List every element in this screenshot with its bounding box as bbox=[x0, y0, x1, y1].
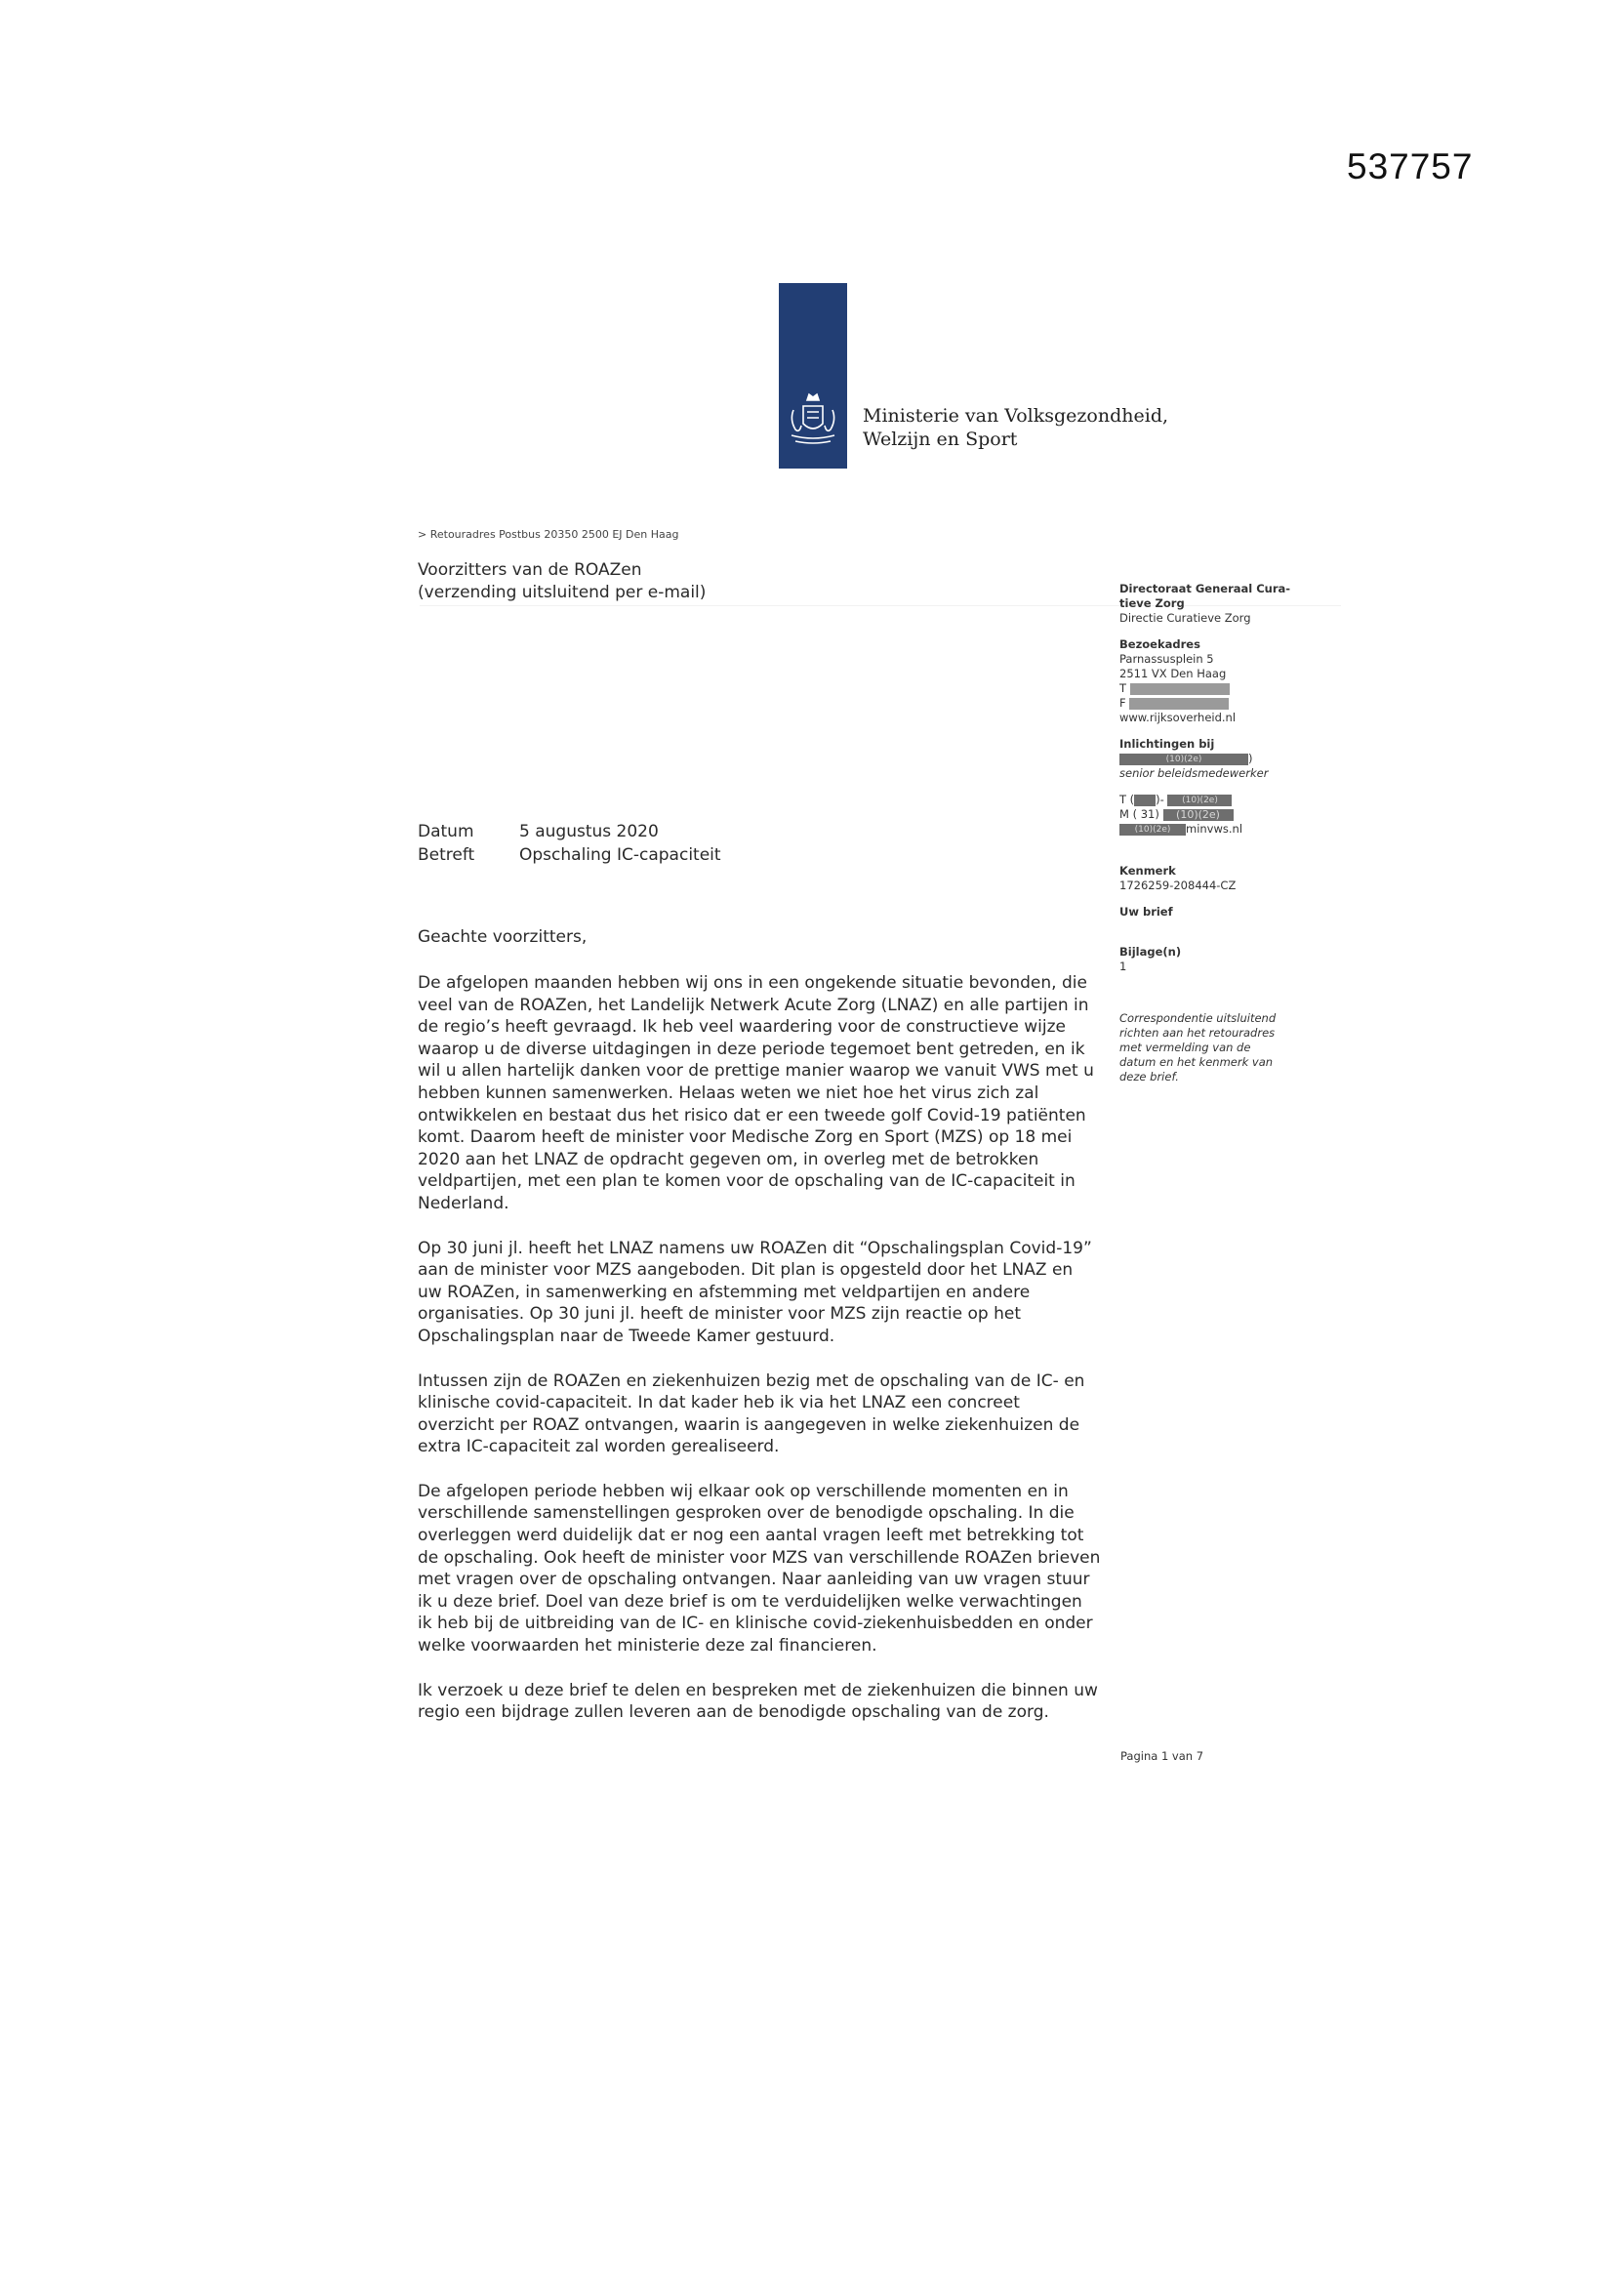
ministry-name-line1: Ministerie van Volksgezondheid, bbox=[863, 405, 1169, 427]
contact-close: ) bbox=[1248, 752, 1253, 765]
body-paragraph: Op 30 juni jl. heeft het LNAZ namens uw ROAZen dit “Opschalingsplan Covid-19” aan de minister voor MZS aangeboden. Dit plan is opgesteld door het LNAZ en uw ROAZen, in samenwerking en afstemming met veldpartijen en andere organisaties. Op 30 juni jl. heeft de minister voor MZS zijn reactie op het Opschalingsplan naar de Tweede Kamer gestuurd. bbox=[418, 1238, 1092, 1346]
website: www.rijksoverheid.nl bbox=[1119, 711, 1237, 724]
redaction-block: (10)(2e) bbox=[1119, 824, 1186, 836]
redaction-block: (10)(2e) bbox=[1119, 754, 1248, 765]
phone-line bbox=[1119, 681, 1344, 696]
correspondence-note-line: met vermelding van de bbox=[1119, 1041, 1251, 1054]
body-paragraph: Ik verzoek u deze brief te delen en bespreken met de ziekenhuizen die binnen uw regio een bijdrage zullen leveren aan de benodigde opschaling van de zorg. bbox=[418, 1680, 1098, 1723]
info-heading: Inlichtingen bij bbox=[1119, 737, 1215, 751]
redaction-block: (10)(2e) bbox=[1167, 795, 1232, 806]
visit-city: 2511 VX Den Haag bbox=[1119, 667, 1227, 680]
body-paragraph: De afgelopen periode hebben wij elkaar ook op verschillende momenten en in verschillende samenstellingen gesproken over de benodigde opschaling. In die overleggen werd duidelijk dat er nog een aantal vragen leeft met betrekking tot de opschaling. Ook heeft de minister voor MZS van verschillende ROAZen brieven met vragen over de opschaling ontvangen. Naar aanleiding van uw vragen stuur ik u deze brief. Doel van deze brief is om te verduidelijken welke verwachtingen ik heb bij de uitbreiding van de IC- en klinische covid-ziekenhuisbedden en onder welke voorwaarden het ministerie deze zal financieren. bbox=[418, 1481, 1101, 1656]
subject-row bbox=[418, 843, 721, 867]
royal-crest-icon bbox=[786, 390, 840, 453]
correspondence-note-line: richten aan het retouradres bbox=[1119, 1026, 1276, 1040]
subject-value: Opschaling IC-capaciteit bbox=[519, 845, 721, 865]
redaction-block bbox=[1130, 683, 1230, 695]
your-letter-heading: Uw brief bbox=[1119, 905, 1173, 919]
contact-mobile-prefix: M ( 31) bbox=[1119, 807, 1159, 821]
ministry-name-line2: Welzijn en Sport bbox=[863, 429, 1018, 450]
letter-meta bbox=[418, 820, 721, 867]
ministry-name bbox=[863, 404, 1168, 451]
page-number: Pagina 1 van 7 bbox=[1120, 1749, 1204, 1763]
salutation: Geachte voorzitters, bbox=[418, 927, 588, 947]
reference-value: 1726259-208444-CZ bbox=[1119, 879, 1237, 892]
contact-email-suffix: minvws.nl bbox=[1186, 822, 1243, 836]
department: Directie Curatieve Zorg bbox=[1119, 611, 1251, 625]
ministry-logo-bar bbox=[779, 283, 847, 469]
date-value: 5 augustus 2020 bbox=[519, 822, 659, 841]
date-label: Datum bbox=[418, 822, 474, 841]
correspondence-note-line: datum en het kenmerk van bbox=[1119, 1055, 1274, 1069]
correspondence-note bbox=[1119, 1011, 1344, 1084]
letter-body bbox=[418, 972, 1101, 1746]
recipient-line2: (verzending uitsluitend per e-mail) bbox=[418, 583, 707, 602]
correspondence-note-line: Correspondentie uitsluitend bbox=[1119, 1011, 1277, 1025]
contact-name-line bbox=[1119, 752, 1344, 766]
visit-address-heading: Bezoekadres bbox=[1119, 637, 1200, 651]
body-paragraph: De afgelopen maanden hebben wij ons in een ongekende situatie bevonden, die veel van de ROAZen, het Landelijk Netwerk Acute Zorg (LNAZ) en alle partijen in de regio’s heeft gevraagd. Ik heb veel waardering voor de constructieve wijze waarop u de diverse uitdagingen in deze periode tegemoet bent getreden, en ik wil u allen hartelijk danken voor de prettige manier waarop we vanuit VWS met u hebben kunnen samenwerken. Helaas weten we niet hoe het virus zich zal ontwikkelen en bestaat dus het risico dat er een tweede golf Covid-19 patiënten komt. Daarom heeft de minister voor Medische Zorg en Sport (MZS) op 18 mei 2020 aan het LNAZ de opdracht gegeven om, in overleg met de betrokken veldpartijen, met een plan te komen voor de opschaling van de IC-capaciteit in Nederland. bbox=[418, 973, 1094, 1213]
contact-phone-prefix: T ( bbox=[1119, 793, 1135, 806]
directorate-line1: Directoraat Generaal Cura- bbox=[1119, 582, 1291, 595]
recipient-block bbox=[418, 559, 706, 604]
fax-line bbox=[1119, 696, 1344, 711]
contact-email-line bbox=[1119, 822, 1344, 837]
contact-mobile-line bbox=[1119, 807, 1344, 822]
correspondence-note-line: deze brief. bbox=[1119, 1070, 1179, 1084]
attachments-heading: Bijlage(n) bbox=[1119, 945, 1182, 959]
date-row bbox=[418, 820, 721, 843]
contact-phone-line bbox=[1119, 793, 1344, 807]
fax-prefix: F bbox=[1119, 696, 1126, 710]
attachments-count: 1 bbox=[1119, 960, 1127, 973]
contact-role: senior beleidsmedewerker bbox=[1119, 766, 1269, 780]
contact-phone-dash: )- bbox=[1156, 793, 1164, 806]
document-id: 537757 bbox=[1347, 146, 1474, 186]
phone-prefix: T bbox=[1119, 681, 1127, 695]
sidebar-colophon bbox=[1119, 582, 1344, 1084]
reference-heading: Kenmerk bbox=[1119, 864, 1176, 878]
subject-label: Betreft bbox=[418, 845, 475, 865]
redaction-block: (10)(2e) bbox=[1163, 809, 1234, 821]
visit-street: Parnassusplein 5 bbox=[1119, 652, 1214, 666]
directorate-line2: tieve Zorg bbox=[1119, 596, 1185, 610]
return-address: > Retouradres Postbus 20350 2500 EJ Den Haag bbox=[418, 528, 679, 541]
redaction-block bbox=[1129, 698, 1229, 710]
recipient-line1: Voorzitters van de ROAZen bbox=[418, 560, 642, 580]
body-paragraph: Intussen zijn de ROAZen en ziekenhuizen bezig met de opschaling van de IC- en klinische covid-capaciteit. In dat kader heb ik via het LNAZ een concreet overzicht per ROAZ ontvangen, waarin is aangegeven in welke ziekenhuizen de extra IC-capaciteit zal worden gerealiseerd. bbox=[418, 1370, 1085, 1457]
redaction-block bbox=[1134, 795, 1156, 806]
